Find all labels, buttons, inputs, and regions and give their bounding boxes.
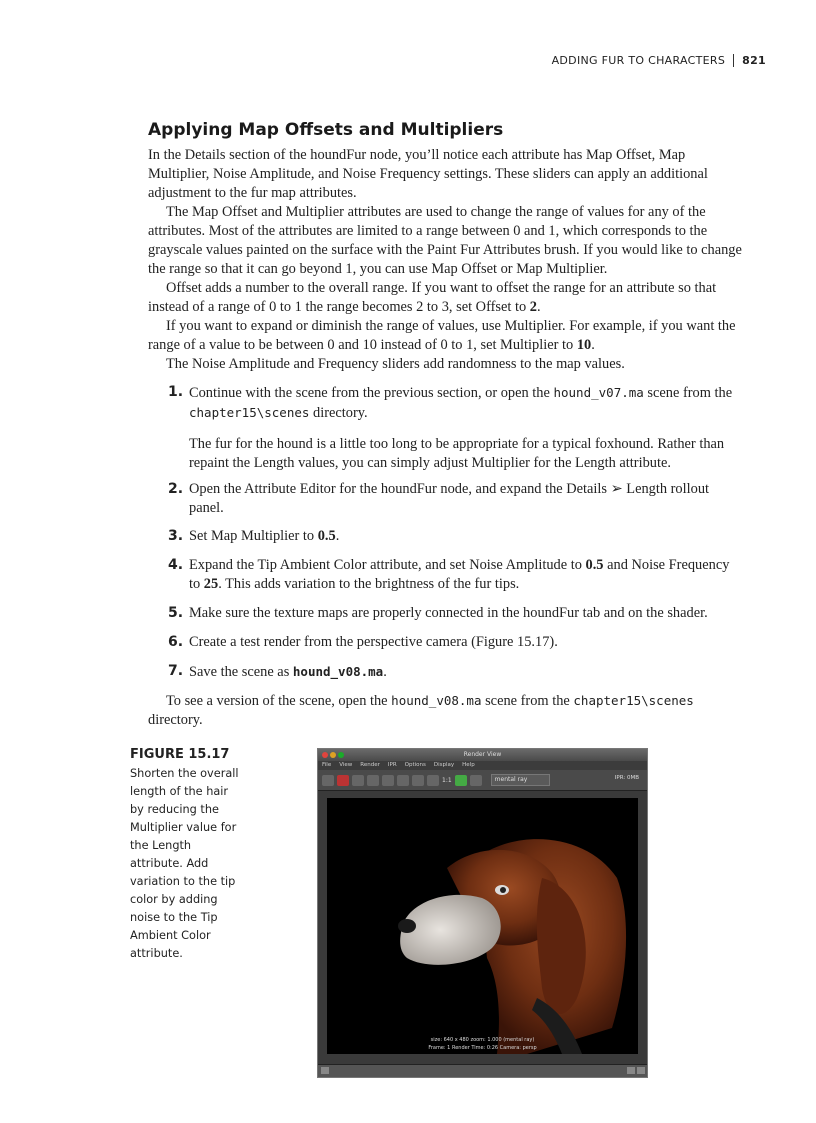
channel-icon[interactable]: [397, 775, 409, 786]
keep-image-icon[interactable]: [455, 775, 467, 786]
paragraph-3-text: Offset adds a number to the overall range. If you want to offset the range for an attribute so that instead of a range of 0 to 1 the range becomes 2 to 3, set Offset to: [148, 280, 717, 315]
header-section-title: ADDING FUR TO CHARACTERS: [552, 54, 735, 67]
paragraph-4-end: .: [591, 337, 595, 353]
step-7: [168, 662, 744, 682]
render-size-info: size: 640 x 480 zoom: 1.000 (mental ray): [430, 1037, 535, 1043]
paragraph-3-end: .: [536, 299, 541, 315]
alpha-icon[interactable]: [427, 775, 439, 786]
refresh-icon[interactable]: [382, 775, 394, 786]
ratio-label[interactable]: 1:1: [442, 776, 452, 784]
menu-help[interactable]: Help: [462, 762, 475, 768]
step-number: 2.: [168, 481, 184, 497]
menu-display[interactable]: Display: [433, 762, 455, 768]
figure-caption: [130, 746, 242, 963]
paragraph-3: [148, 279, 744, 317]
window-controls: [322, 752, 344, 758]
figure-caption-text: Shorten the overall length of the hair by reducing the Multiplier value for the Length attribute. Add variation to the tip color by adding noise to the Tip Ambient Color attribute.: [130, 767, 239, 960]
zoom-button[interactable]: [338, 752, 344, 758]
render-info: [327, 1036, 638, 1052]
closing-text-b: scene from the: [481, 693, 574, 709]
step-text: Create a test render from the perspective camera (Figure 15.17).: [189, 634, 558, 650]
noise-frequency-value: 25: [203, 576, 219, 592]
step-1-text-a: Continue with the scene from the previous section, or open the: [189, 385, 554, 401]
resize-handle-icon[interactable]: [637, 1067, 645, 1074]
step-text: [189, 556, 744, 594]
step-number: 3.: [168, 528, 184, 544]
running-header: [552, 54, 766, 67]
step-1: [168, 383, 744, 473]
window-titlebar: [318, 749, 647, 761]
render-view-window: [317, 748, 648, 1078]
step-7-end: .: [383, 664, 387, 680]
minimize-button[interactable]: [330, 752, 336, 758]
menu-ipr[interactable]: IPR: [387, 762, 397, 768]
remove-image-icon[interactable]: [470, 775, 482, 786]
step-text: Open the Attribute Editor for the houndFur node, and expand the Details ➢ Length rollout panel.: [189, 481, 710, 516]
step-1-text-c: directory.: [309, 405, 368, 421]
rgb-icon[interactable]: [412, 775, 424, 786]
step-5: [168, 604, 744, 623]
redo-render-icon[interactable]: [322, 775, 334, 786]
paragraph-2: The Map Offset and Multiplier attributes are used to change the range of values for any of the attributes. Most of the attributes are limited to a range between 0 and 1, which corresponds to the grayscale values painted on the surface with the Paint Fur Attributes brush. If you would like to change the range so that it can go beyond 1, you can use Map Offset or Map Multiplier.: [148, 204, 742, 277]
multiplier-value: 10: [576, 337, 592, 353]
render-region-icon[interactable]: [337, 775, 349, 786]
save-file-name: hound_v08.ma: [292, 664, 384, 679]
snapshot-icon[interactable]: [352, 775, 364, 786]
window-title: Render View: [463, 751, 502, 758]
render-toolbar: [318, 770, 647, 791]
step-3-text: Set Map Multiplier to: [189, 528, 318, 544]
scroll-left-icon[interactable]: [321, 1067, 329, 1074]
step-7-text: Save the scene as: [189, 664, 293, 680]
directory-name: chapter15\scenes: [189, 405, 310, 420]
offset-value: 2: [529, 299, 537, 315]
file-name: hound_v08.ma: [391, 693, 482, 708]
paragraph-4-text: If you want to expand or diminish the range of values, use Multiplier. For example, if you want the range of a value to be between 0 and 10 instead of 0 to 1, set Multiplier to: [148, 318, 736, 353]
step-6: [168, 633, 744, 652]
step-4: [168, 556, 744, 594]
menu-file[interactable]: File: [322, 762, 332, 768]
hound-pupil: [500, 887, 506, 893]
ipr-icon[interactable]: [367, 775, 379, 786]
map-multiplier-value: 0.5: [317, 528, 336, 544]
step-number: 1.: [168, 384, 184, 400]
renderer-select[interactable]: mental ray: [491, 774, 550, 786]
step-4-text-b: and Noise Frequency to: [189, 557, 730, 592]
step-4-text-c: . This adds variation to the brightness of the fur tips.: [218, 576, 520, 592]
step-text: [189, 383, 744, 423]
closing-text-c: directory.: [148, 712, 203, 728]
closing-text-a: To see a version of the scene, open the: [166, 693, 392, 709]
hound-nose: [398, 919, 416, 933]
page-number: 821: [742, 54, 766, 67]
menu-options[interactable]: Options: [404, 762, 426, 768]
section-heading: Applying Map Offsets and Multipliers: [148, 120, 504, 140]
closing-paragraph: [148, 691, 744, 730]
step-2: [168, 480, 744, 518]
menu-view[interactable]: View: [339, 762, 353, 768]
step-1-text-b: scene from the: [643, 385, 733, 401]
step-3-end: .: [335, 528, 340, 544]
render-viewport: [327, 798, 638, 1054]
step-4-text-a: Expand the Tip Ambient Color attribute, and set Noise Amplitude to: [189, 557, 586, 573]
paragraph-5: The Noise Amplitude and Frequency sliders add randomness to the map values.: [166, 356, 625, 372]
file-name: hound_v07.ma: [553, 385, 644, 400]
hound-muzzle: [400, 895, 501, 965]
paragraph-1: In the Details section of the houndFur node, you’ll notice each attribute has Map Offset, Map Multiplier, Noise Amplitude, and Noise Frequency settings. These sliders can apply an additional adjustment to the fur map attributes.: [148, 147, 708, 201]
body-text: [148, 146, 744, 374]
render-scrollbar[interactable]: [318, 1064, 647, 1077]
render-menubar: [318, 761, 647, 770]
step-3: [168, 527, 744, 546]
menu-render[interactable]: Render: [360, 762, 380, 768]
step-1-note: The fur for the hound is a little too long to be appropriate for a typical foxhound. Rather than repaint the Length values, you can simply adjust Multiplier for the Length attribute.: [189, 436, 725, 471]
step-number: 4.: [168, 557, 184, 573]
step-text: Make sure the texture maps are properly connected in the houndFur tab and on the shader.: [189, 605, 708, 621]
directory-name: chapter15\scenes: [573, 693, 694, 708]
scroll-right-icon[interactable]: [627, 1067, 635, 1074]
close-button[interactable]: [322, 752, 328, 758]
step-number: 5.: [168, 605, 184, 621]
step-number: 6.: [168, 634, 184, 650]
rendered-hound-image: [327, 798, 638, 1054]
step-text: [189, 662, 744, 682]
step-number: 7.: [168, 663, 184, 679]
figure-label: FIGURE 15.17: [130, 747, 230, 762]
step-text: [189, 527, 744, 546]
render-frame-info: Frame: 1 Render Time: 0:26 Camera: persp: [428, 1045, 537, 1051]
ipr-memory-label: IPR: 0MB: [614, 775, 639, 781]
paragraph-4: [148, 317, 744, 355]
noise-amplitude-value: 0.5: [585, 557, 604, 573]
